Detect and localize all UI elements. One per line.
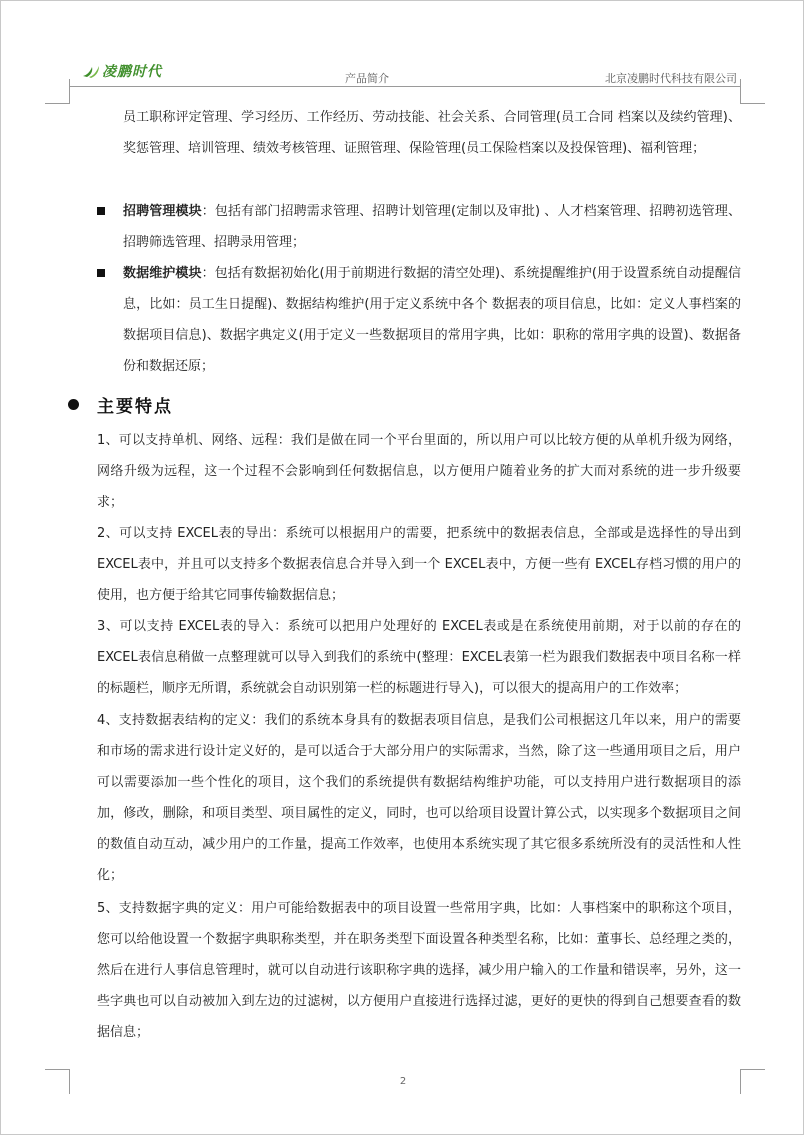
feature-paragraph: 5、支持数据字典的定义：用户可能给数据表中的项目设置一些常用字典，比如：人事档案中的职称这个项目，您可以给他设置一个数据字典职称类型，并在职务类型下面设置各种类型名称，比如：董事长、总经理之类的，然后在进行人事信息管理时，就可以自动进行该职称字典的选择，减少用户输入的工作量和错误率，另外，这一些字典也可以自动被加入到左边的过滤树，以方便用户直接进行选择过滤，更好的更快的得到自己想要查看的数据信息；: [97, 901, 741, 1040]
section-heading-text: 主要特点: [97, 396, 173, 417]
bullet-title: 数据维护模块: [123, 266, 202, 281]
header-divider: [69, 86, 740, 87]
crop-mark-top-left: [45, 79, 70, 104]
bullet-body: ：包括有数据初始化(用于前期进行数据的清空处理)、系统提醒维护(用于设置系统自动提醒信息，比如：员工生日提醒)、数据结构维护(用于定义系统中各个 数据表的项目信息，比如：定义人事档案的数据项目信息)、数据字典定义(用于定义一些数据项目的常用字典，比如：职称的常用字典的设置)、数据备份和数据还原；: [123, 266, 741, 374]
bullet-title: 招聘管理模块: [123, 204, 202, 219]
continuation-paragraph: 员工职称评定管理、学习经历、工作经历、劳动技能、社会关系、合同管理(员工合同 档案以及续约管理)、奖惩管理、培训管理、绩效考核管理、证照管理、保险管理(员工保险档案以及投保管理)、福利管理；: [123, 110, 741, 156]
logo-text: 凌鹏时代: [102, 64, 162, 80]
square-bullet-icon: [97, 269, 105, 277]
bullet-body: ：包括有部门招聘需求管理、招聘计划管理(定制以及审批) 、人才档案管理、招聘初选管理、招聘筛选管理、招聘录用管理；: [123, 204, 741, 250]
company-logo: [82, 61, 162, 81]
header-company: 北京凌鹏时代科技有限公司: [605, 72, 737, 85]
bird-logo-icon: [82, 63, 100, 79]
page-number: 2: [399, 1076, 407, 1087]
feature-paragraph: 1、可以支持单机、网络、远程：我们是做在同一个平台里面的，所以用户可以比较方便的从单机升级为网络，网络升级为远程，这一个过程不会影响到任何数据信息，以方便用户随着业务的扩大而对系统的进一步升级要求；: [97, 433, 741, 510]
square-bullet-icon: [97, 207, 105, 215]
feature-paragraph: 2、可以支持 EXCEL表的导出：系统可以根据用户的需要，把系统中的数据表信息，全部或是选择性的导出到 EXCEL表中，并且可以支持多个数据表信息合并导入到一个 EXCEL表中，方便一些有 EXCEL存档习惯的用户的使用，也方便于给其它同事传输数据信息；: [97, 526, 741, 603]
page-header: [69, 57, 740, 87]
section-heading: [68, 389, 173, 419]
crop-mark-top-right: [740, 79, 765, 104]
round-bullet-icon: [68, 399, 79, 410]
bullet-paragraph: [123, 196, 741, 258]
header-title: 产品简介: [345, 72, 389, 85]
feature-paragraph: 4、支持数据表结构的定义：我们的系统本身具有的数据表项目信息，是我们公司根据这几年以来，用户的需要和市场的需求进行设计定义好的，是可以适合于大部分用户的实际需求，当然，除了这一些通用项目之后，用户可以需要添加一些个性化的项目，这个我们的系统提供有数据结构维护功能，可以支持用户进行数据项目的添加，修改，删除，和项目类型、项目属性的定义，同时，也可以给项目设置计算公式，以实现多个数据项目之间的数值自动互动，减少用户的工作量，提高工作效率，也使用本系统实现了其它很多系统所没有的灵活性和人性化；: [97, 713, 741, 883]
feature-paragraph: 3、可以支持 EXCEL表的导入：系统可以把用户处理好的 EXCEL表或是在系统使用前期，对于以前的存在的 EXCEL表信息稍做一点整理就可以导入到我们的系统中(整理：EXCEL表第一栏为跟我们数据表中项目名称一样的标题栏，顺序无所谓，系统就会自动识别第一栏的标题进行导入)，可以很大的提高用户的工作效率；: [97, 619, 741, 696]
bullet-paragraph: [123, 258, 741, 382]
